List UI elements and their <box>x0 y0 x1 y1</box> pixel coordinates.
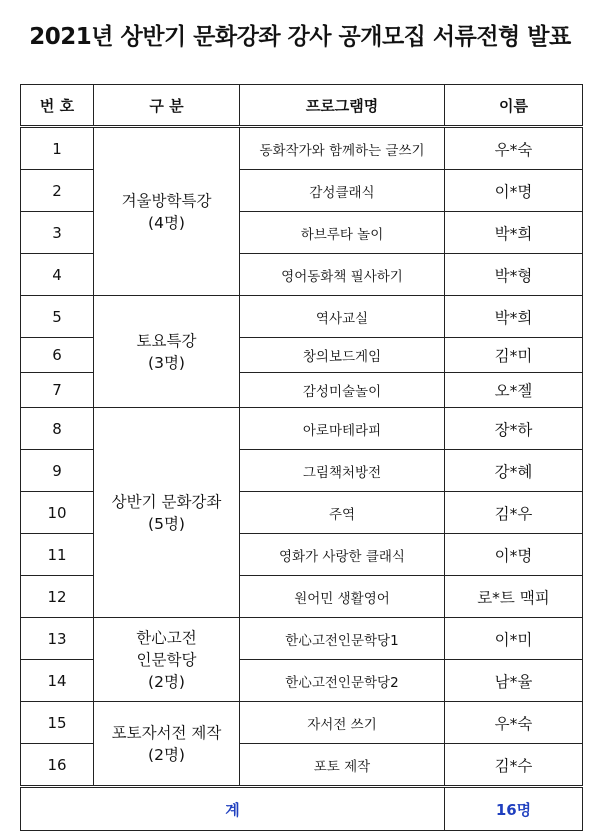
header-category: 구 분 <box>94 85 240 127</box>
person-name: 강*혜 <box>445 450 583 492</box>
row-number: 7 <box>21 373 94 408</box>
category-cell <box>94 408 240 618</box>
results-table <box>20 84 583 831</box>
category-label: 겨울방학특강 <box>121 191 212 210</box>
category-label: 상반기 문화강좌 <box>111 492 222 511</box>
row-number: 11 <box>21 534 94 576</box>
category-cell <box>94 296 240 408</box>
person-name: 박*희 <box>445 212 583 254</box>
row-number: 15 <box>21 702 94 744</box>
header-name: 이름 <box>445 85 583 127</box>
program-name: 창의보드게임 <box>240 338 445 373</box>
person-name: 로*트 맥피 <box>445 576 583 618</box>
program-name: 원어민 생활영어 <box>240 576 445 618</box>
program-name: 영화가 사랑한 클래식 <box>240 534 445 576</box>
row-number: 1 <box>21 127 94 170</box>
program-name: 자서전 쓰기 <box>240 702 445 744</box>
row-number: 4 <box>21 254 94 296</box>
row-number: 6 <box>21 338 94 373</box>
header-program: 프로그램명 <box>240 85 445 127</box>
page-title: 2021년 상반기 문화강좌 강사 공개모집 서류전형 발표 <box>29 24 571 50</box>
category-count: (4명) <box>148 213 185 232</box>
row-number: 2 <box>21 170 94 212</box>
person-name: 이*미 <box>445 618 583 660</box>
category-count: (2명) <box>148 745 185 764</box>
program-name: 한心고전인문학당1 <box>240 618 445 660</box>
program-name: 그림책처방전 <box>240 450 445 492</box>
person-name: 이*명 <box>445 170 583 212</box>
total-value: 16명 <box>445 787 583 831</box>
person-name: 우*숙 <box>445 702 583 744</box>
row-number: 12 <box>21 576 94 618</box>
program-name: 동화작가와 함께하는 글쓰기 <box>240 127 445 170</box>
total-row <box>21 787 583 831</box>
person-name: 우*숙 <box>445 127 583 170</box>
program-name: 감성미술놀이 <box>240 373 445 408</box>
category-label: 토요특강 <box>136 331 197 350</box>
row-number: 3 <box>21 212 94 254</box>
person-name: 김*수 <box>445 744 583 787</box>
program-name: 한心고전인문학당2 <box>240 660 445 702</box>
person-name: 장*하 <box>445 408 583 450</box>
person-name: 김*미 <box>445 338 583 373</box>
program-name: 역사교실 <box>240 296 445 338</box>
category-label: 포토자서전 제작 <box>111 723 222 742</box>
program-name: 하브루타 놀이 <box>240 212 445 254</box>
row-number: 9 <box>21 450 94 492</box>
table-row <box>21 702 583 744</box>
program-name: 주역 <box>240 492 445 534</box>
header-row <box>21 85 583 127</box>
table-row <box>21 408 583 450</box>
row-number: 16 <box>21 744 94 787</box>
person-name: 박*희 <box>445 296 583 338</box>
person-name: 김*우 <box>445 492 583 534</box>
category-label-2: 인문학당 <box>136 650 197 669</box>
row-number: 5 <box>21 296 94 338</box>
table-row <box>21 127 583 170</box>
row-number: 13 <box>21 618 94 660</box>
category-count: (3명) <box>148 353 185 372</box>
total-label: 계 <box>21 787 445 831</box>
category-count: (5명) <box>148 514 185 533</box>
person-name: 박*형 <box>445 254 583 296</box>
category-cell <box>94 702 240 787</box>
program-name: 아로마테라피 <box>240 408 445 450</box>
person-name: 남*율 <box>445 660 583 702</box>
program-name: 포토 제작 <box>240 744 445 787</box>
table-row <box>21 618 583 660</box>
person-name: 오*젤 <box>445 373 583 408</box>
program-name: 영어동화책 필사하기 <box>240 254 445 296</box>
row-number: 10 <box>21 492 94 534</box>
category-count: (2명) <box>148 672 185 691</box>
category-cell <box>94 127 240 296</box>
category-cell <box>94 618 240 702</box>
row-number: 8 <box>21 408 94 450</box>
program-name: 감성클래식 <box>240 170 445 212</box>
row-number: 14 <box>21 660 94 702</box>
category-label: 한心고전 <box>136 628 197 647</box>
person-name: 이*명 <box>445 534 583 576</box>
header-no: 번 호 <box>21 85 94 127</box>
table-row <box>21 296 583 338</box>
